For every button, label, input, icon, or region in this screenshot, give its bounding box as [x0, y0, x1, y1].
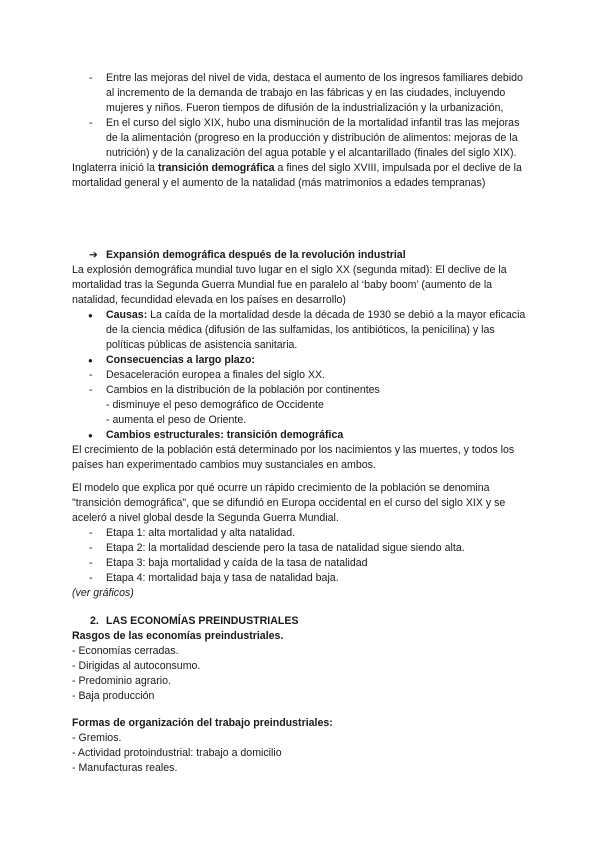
cambios-label: Cambios estructurales: transición demográfica [106, 429, 344, 441]
consecuencias-label: Consecuencias a largo plazo: [106, 354, 255, 366]
list-item: - Predominio agrario. [72, 675, 171, 687]
england-text-bold: transición demográfica [157, 162, 275, 174]
expansion-section [72, 248, 532, 473]
cambios-item [72, 428, 532, 443]
list-item: - Etapa 1: alta mortalidad y alta natalidad. [72, 526, 532, 541]
list-item: - En el curso del siglo XIX, hubo una disminución de la mortalidad infantil tras las mejoras de la alimentación (progreso en la producción y distribución de alimentos: mejoras de la nutrición) y de la canalización del agua potable y el alcantarillado (finales del siglo XIX). [72, 116, 532, 161]
growth-paragraph: El crecimiento de la población está determinado por los nacimientos y las muertes, y todos los países han experimentado cambios muy sustanciales en ambos. [72, 444, 515, 471]
formas-section [72, 716, 532, 776]
causas-label: Causas: [106, 309, 148, 321]
rasgos-heading [72, 629, 532, 644]
list-item: - Economías cerradas. [72, 645, 179, 657]
list-item: - Baja producción [72, 690, 155, 702]
sub-item: - disminuye el peso demográfico de Occidente [106, 399, 324, 411]
formas-heading [72, 716, 532, 731]
list-item: - Etapa 4: mortalidad baja y tasa de natalidad baja. [72, 571, 532, 586]
causas-text: La caída de la mortalidad desde la década de 1930 se debió a la mayor eficacia de la ciencia médica (difusión de las sulfamidas, los antibióticos, la penicilina) y las políticas públicas de asistencia sanitaria. [106, 309, 526, 351]
list-item: - Dirigidas al autoconsumo. [72, 660, 201, 672]
section-2-heading [72, 614, 532, 629]
ver-graficos-text: (ver gráficos) [72, 587, 134, 599]
section-2 [72, 614, 532, 704]
expansion-heading [72, 248, 532, 263]
england-paragraph [72, 161, 532, 191]
causas-item [72, 308, 532, 353]
section-number: 2. [90, 615, 99, 627]
sub-item: - aumenta el peso de Oriente. [106, 414, 247, 426]
list-item: - Etapa 2: la mortalidad desciende pero la tasa de natalidad sigue siendo alta. [72, 541, 532, 556]
section-title: LAS ECONOMÍAS PREINDUSTRIALES [106, 615, 299, 627]
england-text-pre: Inglaterra inició la [72, 162, 158, 174]
list-item: - Cambios en la distribución de la población por continentes [72, 383, 532, 398]
list-item: - Actividad protoindustrial: trabajo a domicilio [72, 747, 282, 759]
arrow-icon: ➔ [89, 249, 98, 261]
england-text-post: a fines del siglo XVIII, impulsada por el declive de la mortalidad general y el aumento de la natalidad (más matrimonios a edades tempranas) [72, 162, 522, 189]
list-item: - Manufacturas reales. [72, 762, 178, 774]
list-item: - Entre las mejoras del nivel de vida, destaca el aumento de los ingresos familiares debido al incremento de la demanda de trabajo en las fábricas y en las ciudades, incluyendo mujeres y niños. Fueron tiempos de difusión de la industrialización y la urbanización, [72, 71, 532, 116]
expansion-heading-text: Expansión demográfica después de la revolución industrial [106, 249, 406, 261]
model-section [72, 481, 532, 601]
list-item: - Desaceleración europea a finales del siglo XX. [72, 368, 532, 383]
list-item: - Gremios. [72, 732, 122, 744]
rasgos-heading-text: Rasgos de las economías preindustriales. [72, 630, 284, 642]
expansion-intro: La explosión demográfica mundial tuvo lugar en el siglo XX (segunda mitad): El declive de la mortalidad tras la Segunda Guerra Mundial fue en paralelo al ‘baby boom’ (aumento de la natalidad, fecundidad elevada en los países en desarrollo) [72, 264, 507, 306]
top-dash-list [72, 71, 532, 191]
consecuencias-item [72, 353, 532, 368]
ver-graficos-note [72, 586, 532, 601]
formas-heading-text: Formas de organización del trabajo preindustriales: [72, 717, 333, 729]
model-paragraph: El modelo que explica por qué ocurre un rápido crecimiento de la población se denomina "transición demográfica", que se difundió en Europa occidental en el curso del siglo XIX y se aceleró a nivel global desde la Segunda Guerra Mundial. [72, 482, 506, 524]
list-item: - Etapa 3: baja mortalidad y caída de la tasa de natalidad [72, 556, 532, 571]
